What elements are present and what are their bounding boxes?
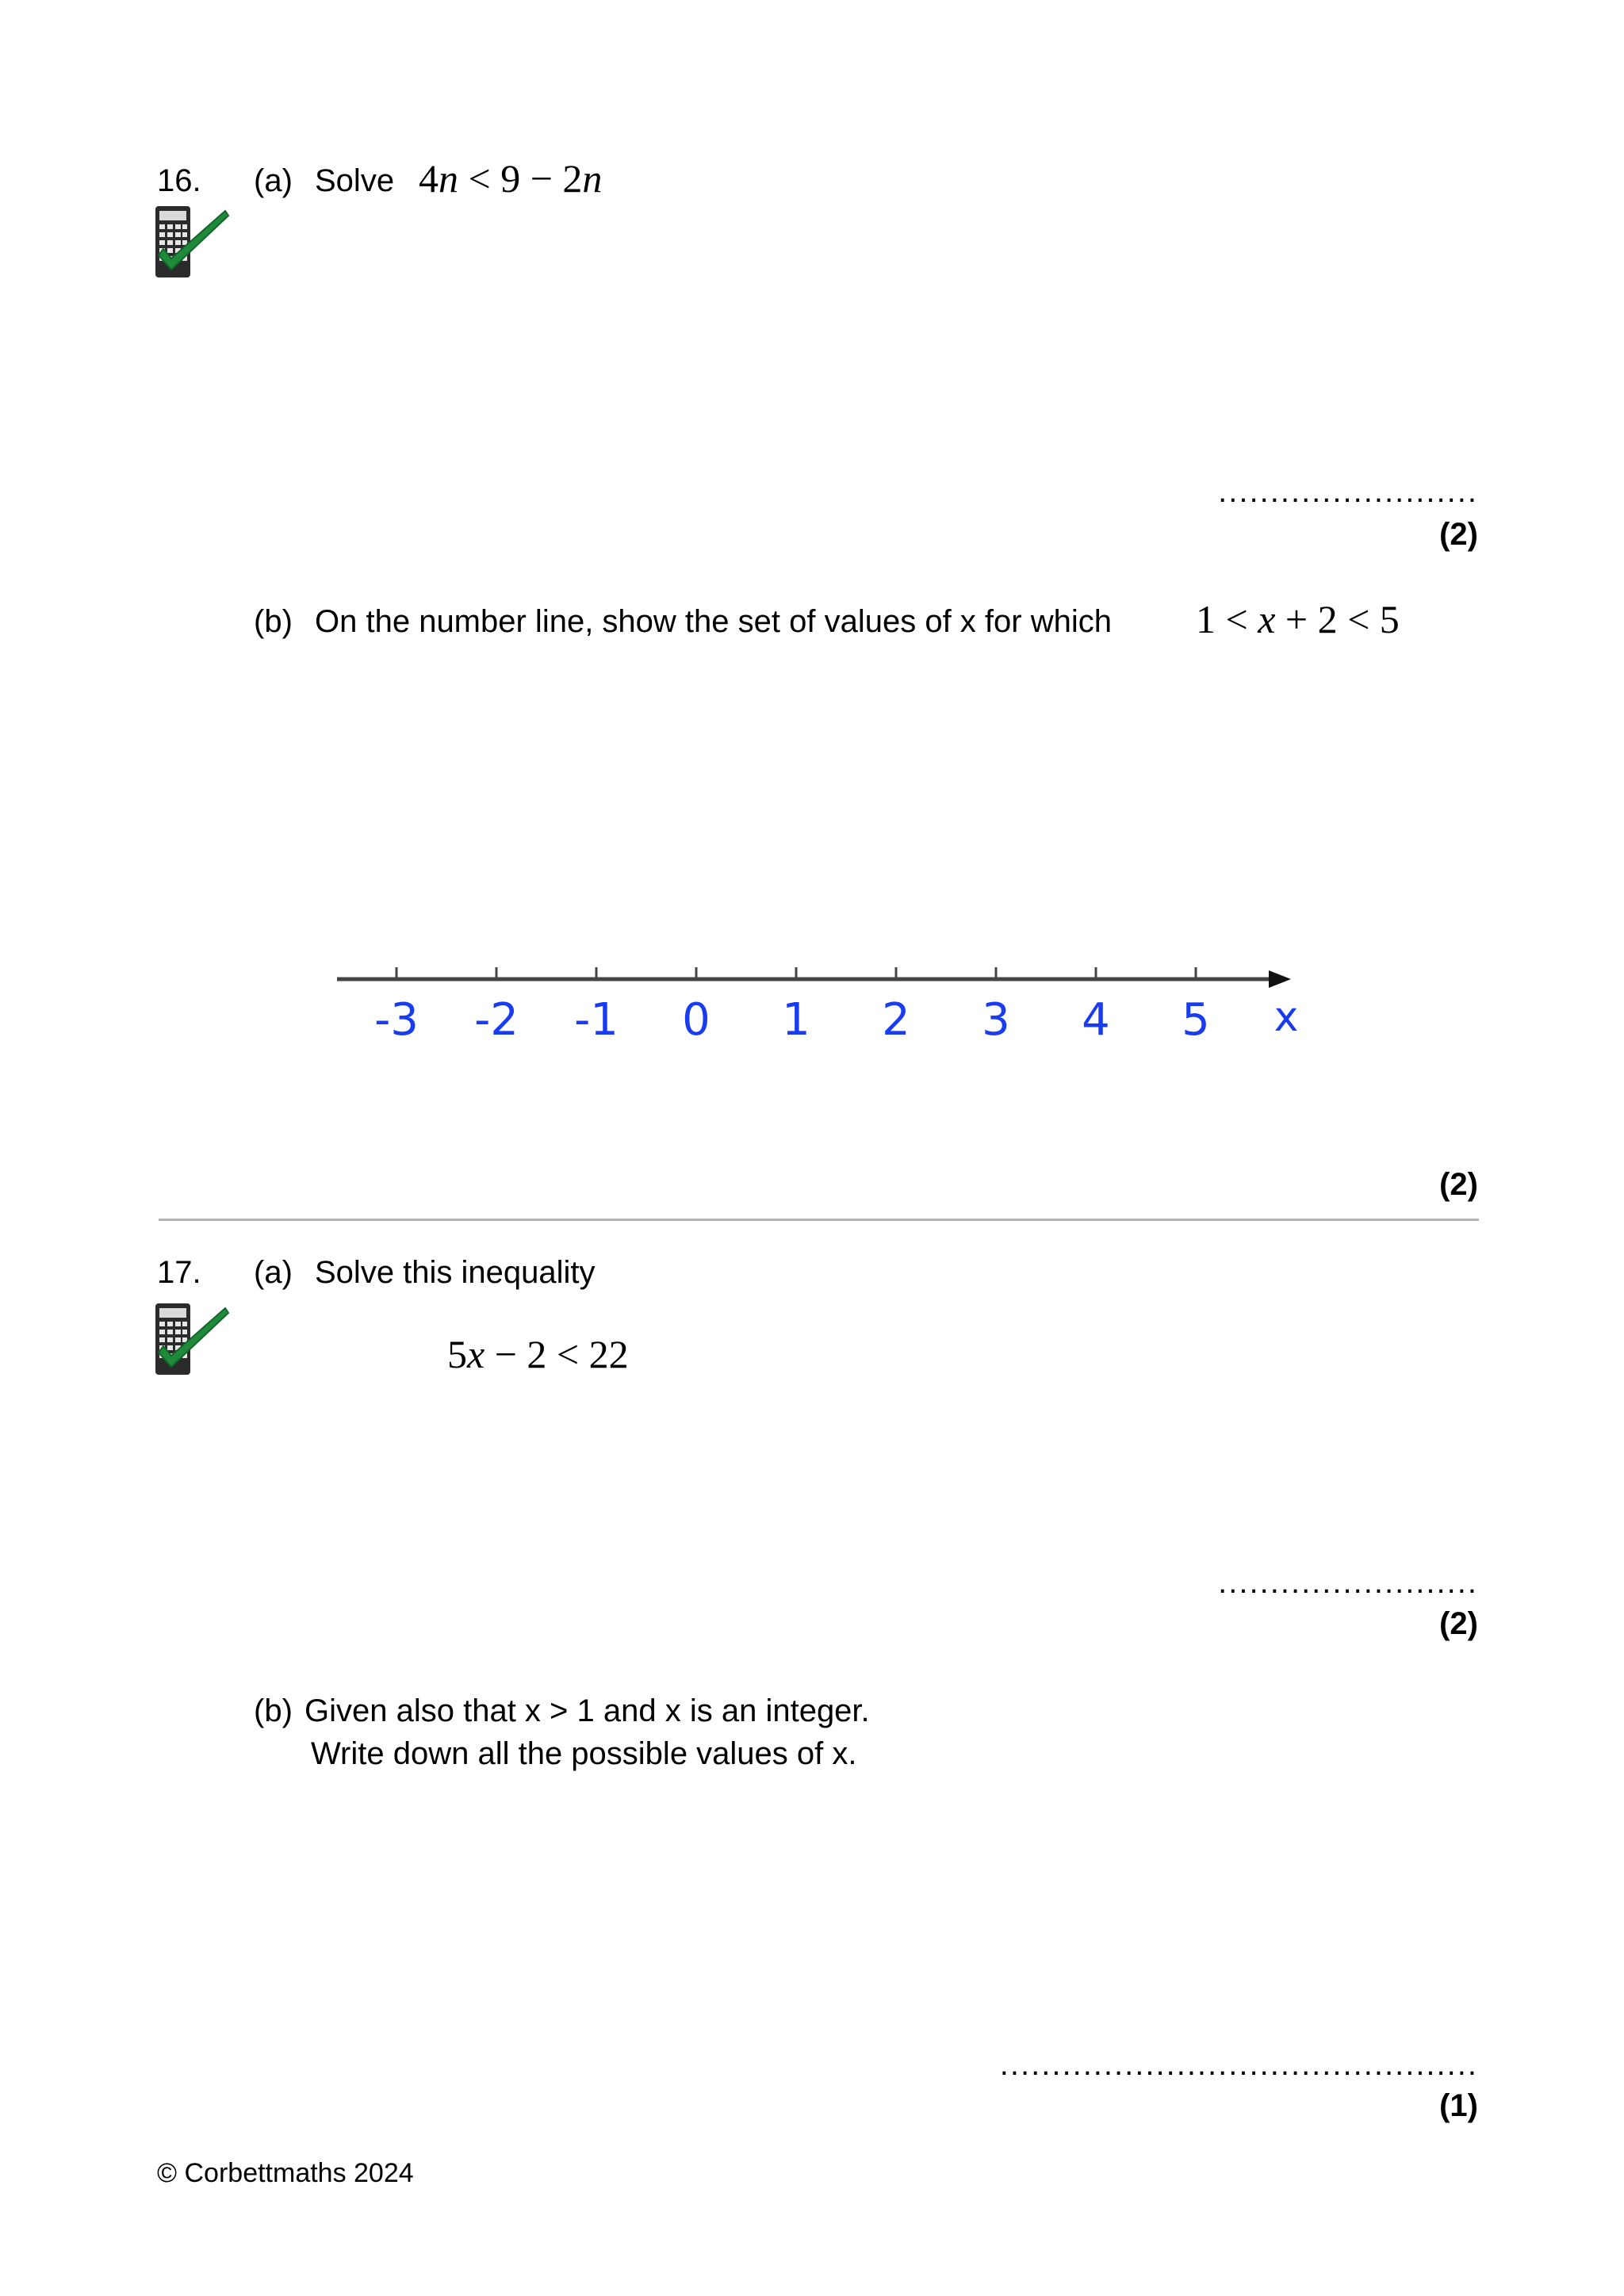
question-17a-text: Solve this inequality [315, 1255, 596, 1290]
number-line-arrowhead [1269, 970, 1291, 988]
calculator-allowed-icon [152, 205, 232, 284]
number-line-tick-label: 1 [782, 994, 810, 1046]
question-17-number: 17. [157, 1255, 201, 1290]
number-line-tick-label: 0 [682, 994, 710, 1046]
number-line-tick-label: 5 [1182, 994, 1210, 1046]
question-17a-label: (a) [254, 1255, 293, 1290]
question-16a-answer-line[interactable]: ......................... [1218, 474, 1478, 509]
question-17a-expression: 5x − 2 < 22 [447, 1332, 629, 1376]
question-17b-line2: Write down all the possible values of x. [311, 1736, 857, 1771]
question-17b-answer-line[interactable]: .............................................. [999, 2047, 1478, 2082]
question-divider [159, 1219, 1479, 1221]
number-line-tick-label: 3 [982, 994, 1010, 1046]
number-line-tick-label: -2 [474, 994, 519, 1046]
question-17a-marks: (2) [1439, 1606, 1478, 1641]
number-line[interactable] [317, 951, 1332, 1078]
question-16a-marks: (2) [1439, 517, 1478, 552]
question-17a-answer-line[interactable]: ......................... [1218, 1565, 1478, 1600]
number-line-tick-label: -1 [574, 994, 619, 1046]
question-17b-marks: (1) [1439, 2088, 1478, 2123]
footer-copyright: © Corbettmaths 2024 [157, 2158, 414, 2188]
number-line-axis-label: x [1274, 993, 1299, 1041]
question-16b-text: On the number line, show the set of values of x for which [315, 604, 1112, 639]
question-16b-marks: (2) [1439, 1167, 1478, 1202]
question-16a-expression: 4n < 9 − 2n [419, 156, 603, 201]
question-16a-text: Solve [315, 163, 395, 198]
question-16b-label: (b) [254, 604, 293, 639]
calculator-allowed-icon [152, 1302, 232, 1381]
question-17b-line1: Given also that x > 1 and x is an integer. [304, 1693, 870, 1728]
question-16-number: 16. [157, 163, 201, 198]
question-17b-label: (b) [254, 1693, 293, 1728]
number-line-tick-label: -3 [374, 994, 419, 1046]
question-16a-label: (a) [254, 163, 293, 198]
number-line-tick-label: 2 [882, 994, 910, 1046]
number-line-tick-label: 4 [1082, 994, 1110, 1046]
question-16b-expression: 1 < x + 2 < 5 [1196, 597, 1400, 641]
